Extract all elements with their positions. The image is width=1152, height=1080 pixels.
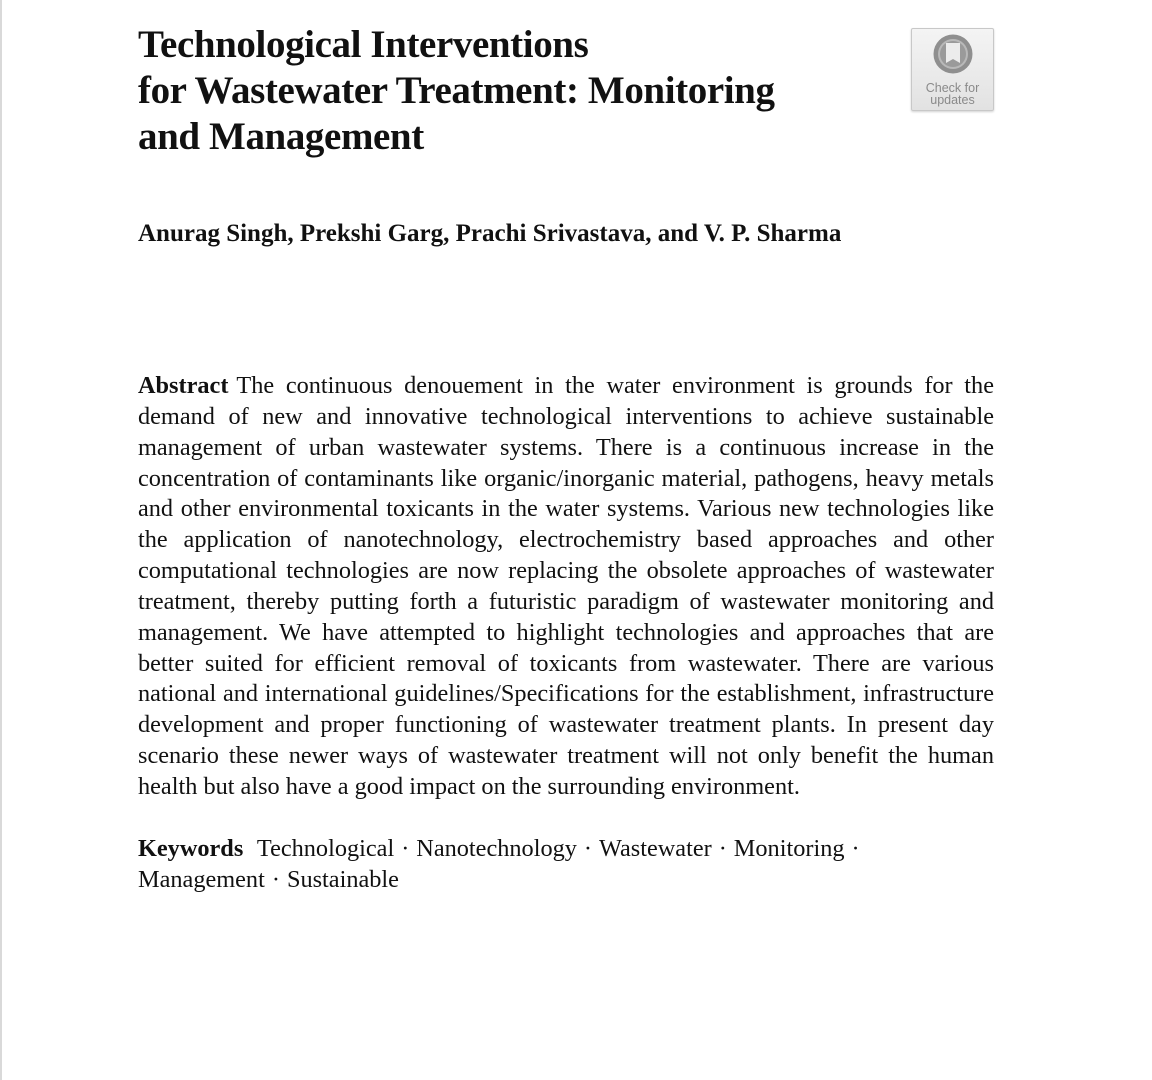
- keyword-item: Monitoring: [733, 835, 845, 862]
- keyword-separator: ·: [271, 865, 280, 893]
- title-line-2: for Wastewater Treatment: Monitoring: [138, 69, 775, 112]
- paper-title: [138, 22, 878, 160]
- keyword-separator: ·: [851, 835, 860, 862]
- abstract-paragraph: [138, 371, 994, 803]
- keyword-separator: ·: [401, 835, 410, 862]
- page-edge: [0, 0, 2, 1080]
- keyword-separator: ·: [583, 835, 592, 862]
- title-line-3: and Management: [138, 115, 424, 158]
- keyword-item: Technological: [256, 835, 395, 862]
- abstract-text: The continuous denouement in the water environment is grounds for the demand of new and innovative technological interventions to achieve sustainable management of urban wastewater systems. There is a continuous increase in the concentration of contaminants like organic/inorganic material, pathogens, heavy metals and other environmental toxicants in the water systems. Various new technologies like the application of nanotechnology, electrochemistry based approaches and other computational technologies are now replacing the obsolete approaches of wastewater treatment, thereby putting forth a futuristic paradigm of wastewater monitoring and management. We have attempted to highlight technologies and approaches that are better suited for efficient removal of toxicants from wastewater. There are various national and international guidelines/Specifications for the establishment, infrastructure development and proper functioning of wastewater treatment plants. In present day scenario these newer ways of wastewater treatment will not only benefit the human health but also have a good impact on the surrounding environment.: [138, 372, 994, 800]
- title-line-1: Technological Interventions: [138, 23, 589, 66]
- badge-label-line-1: Check for: [925, 81, 980, 95]
- keyword-item: Wastewater: [598, 835, 712, 862]
- keyword-item: Management: [138, 865, 265, 893]
- author-list: Anurag Singh, Prekshi Garg, Prachi Srivastava, and V. P. Sharma: [138, 220, 842, 247]
- keyword-separator: ·: [718, 835, 727, 862]
- keywords-section: [138, 834, 928, 896]
- check-for-updates-badge[interactable]: [911, 28, 994, 111]
- keywords-label: Keywords: [138, 835, 244, 862]
- keyword-item: Sustainable: [286, 865, 399, 893]
- badge-label-line-2: updates: [930, 93, 975, 107]
- check-for-updates-icon: [932, 33, 974, 75]
- keyword-item: Nanotechnology: [416, 835, 577, 862]
- abstract-label: Abstract: [138, 372, 229, 399]
